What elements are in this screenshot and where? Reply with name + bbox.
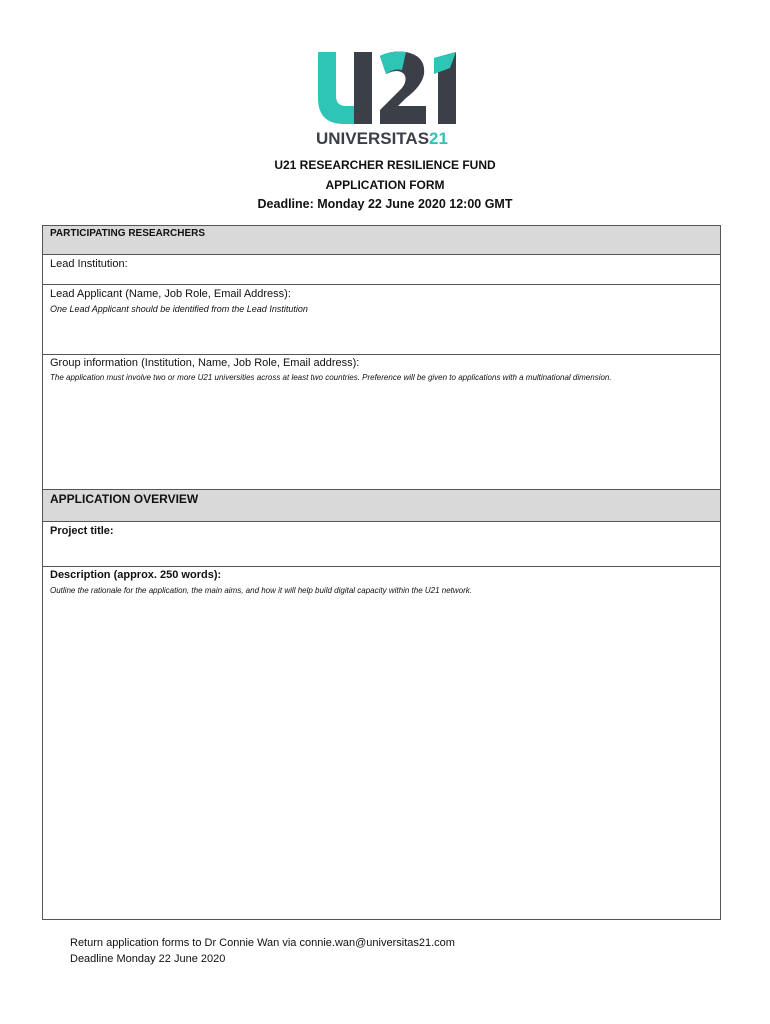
project-title-label: Project title:	[50, 525, 114, 537]
description-field[interactable]	[43, 566, 720, 919]
footer-note	[70, 935, 455, 967]
logo-u-right	[354, 52, 372, 124]
section-title: APPLICATION OVERVIEW	[50, 492, 199, 506]
logo-u-left	[318, 52, 354, 124]
footer-contact: Return application forms to Dr Connie Wan via connie.wan@universitas21.com	[70, 937, 455, 949]
group-information-label: Group information (Institution, Name, Job Role, Email address):	[50, 357, 360, 369]
lead-applicant-hint: One Lead Applicant should be identified from the Lead Institution	[50, 304, 308, 314]
footer-deadline: Deadline Monday 22 June 2020	[70, 953, 226, 965]
form-heading-title: U21 RESEARCHER RESILIENCE FUND	[274, 158, 496, 172]
lead-institution-label: Lead Institution:	[50, 258, 128, 270]
lead-applicant-field[interactable]	[43, 284, 720, 354]
section-participating-researchers	[43, 226, 720, 254]
u21-logo	[310, 44, 470, 149]
description-hint: Outline the rationale for the application, the main aims, and how it will help build digital capacity within the U21 network.	[50, 586, 473, 595]
u21-logo-graphic	[310, 44, 470, 149]
project-title-field[interactable]	[43, 521, 720, 566]
application-form-table	[42, 225, 721, 920]
lead-applicant-label: Lead Applicant (Name, Job Role, Email Address):	[50, 288, 291, 300]
lead-institution-field[interactable]	[43, 254, 720, 284]
form-heading-subtitle: APPLICATION FORM	[325, 178, 445, 192]
description-label: Description (approx. 250 words):	[50, 569, 222, 581]
section-title: PARTICIPATING RESEARCHERS	[50, 228, 206, 239]
section-application-overview	[43, 489, 720, 521]
group-information-field[interactable]	[43, 354, 720, 489]
group-information-hint: The application must involve two or more U21 universities across at least two countries. Preference will be given to applications with a multinational dimension.	[50, 373, 612, 382]
logo-wordmark: UNIVERSITAS21	[316, 129, 448, 148]
form-deadline: Deadline: Monday 22 June 2020 12:00 GMT	[257, 197, 513, 211]
